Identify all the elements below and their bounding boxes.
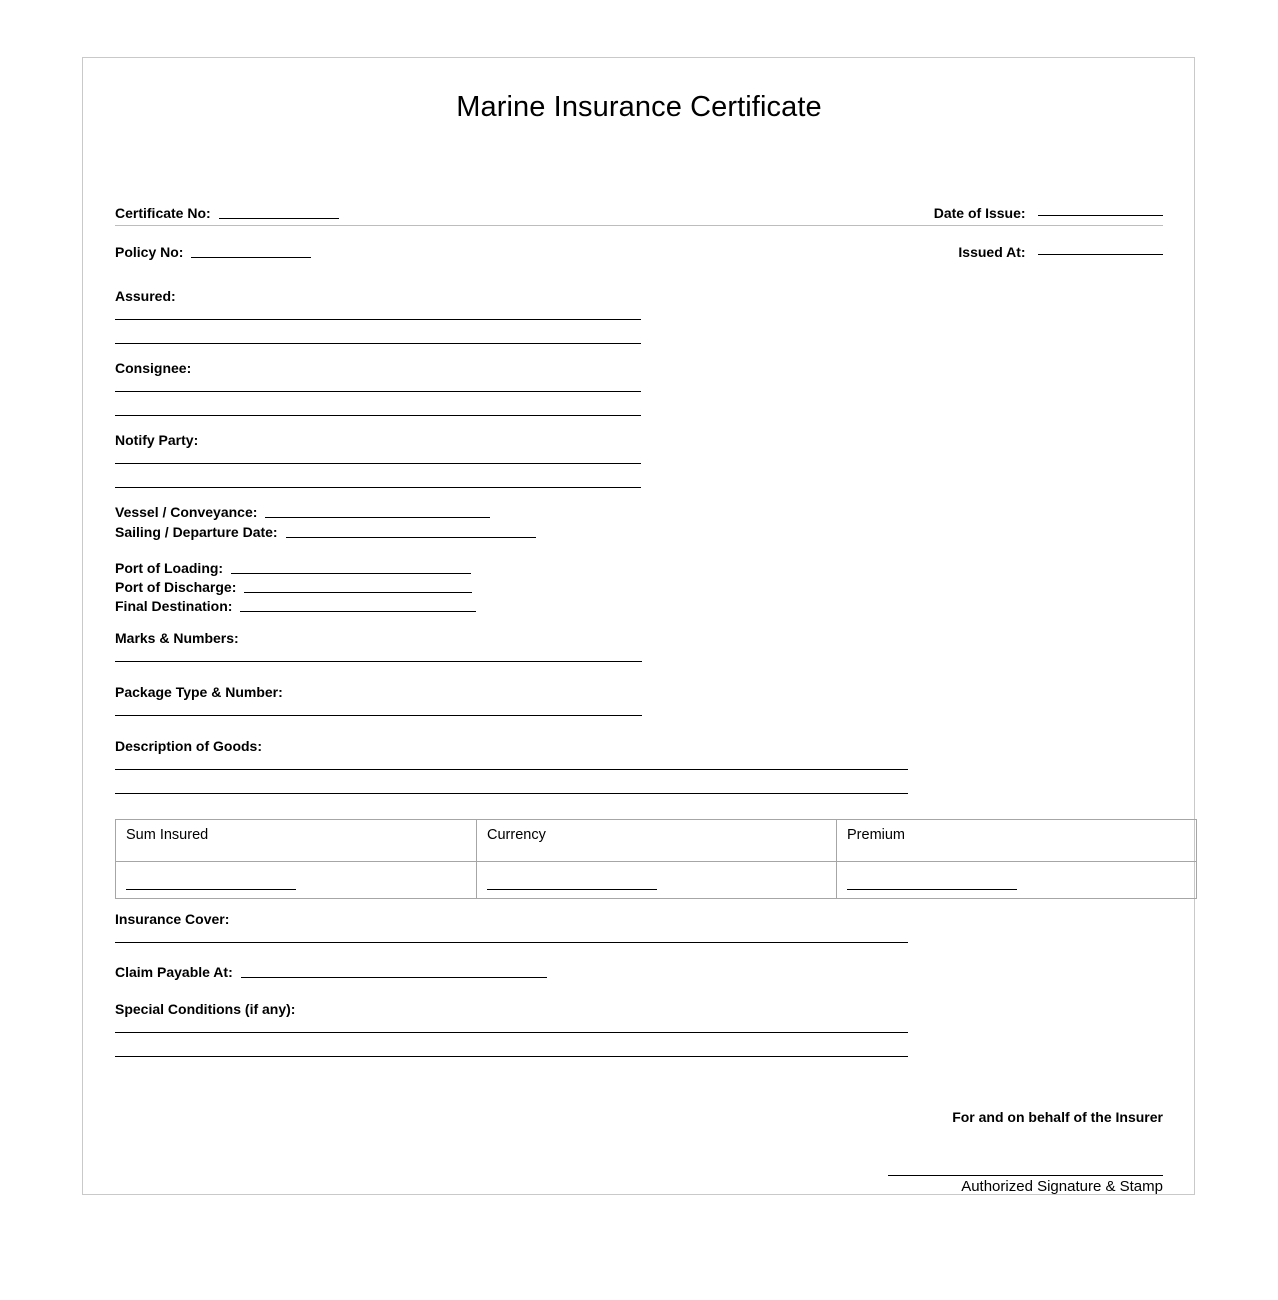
premium-input[interactable]: [847, 889, 1017, 890]
policy-no-label: Policy No:: [115, 244, 184, 260]
port-of-loading-input[interactable]: [231, 573, 471, 574]
column-header-premium: Premium: [837, 820, 1197, 862]
special-conditions-line-1[interactable]: [115, 1032, 908, 1033]
cell-sum-insured[interactable]: [116, 862, 477, 899]
consignee-line-2[interactable]: [115, 415, 641, 416]
final-destination-input[interactable]: [240, 611, 476, 612]
claim-payable-at-row: [115, 964, 547, 980]
currency-input[interactable]: [487, 889, 657, 890]
port-of-loading-label: Port of Loading:: [115, 560, 224, 576]
assured-line-1[interactable]: [115, 319, 641, 320]
marks-numbers-row: [115, 630, 239, 646]
assured-line-2[interactable]: [115, 343, 641, 344]
insured-amounts-table: [115, 819, 1197, 899]
header-divider: [115, 225, 1163, 226]
consignee-row: [115, 360, 191, 376]
certificate-no-label: Certificate No:: [115, 205, 211, 221]
special-conditions-row: [115, 1001, 295, 1017]
final-destination-row: [115, 598, 476, 614]
assured-label: Assured:: [115, 288, 176, 304]
consignee-line-1[interactable]: [115, 391, 641, 392]
certificate-content: [115, 58, 1163, 1194]
page-title: Marine Insurance Certificate: [456, 91, 822, 123]
port-of-loading-row: [115, 560, 471, 576]
table-row: [116, 862, 1197, 899]
special-conditions-line-2[interactable]: [115, 1056, 908, 1057]
issued-at-label: Issued At:: [958, 244, 1026, 260]
port-of-discharge-label: Port of Discharge:: [115, 579, 237, 595]
assured-row: [115, 288, 176, 304]
package-type-line[interactable]: [115, 715, 642, 716]
signature-caption: Authorized Signature & Stamp: [961, 1178, 1163, 1195]
vessel-label: Vessel / Conveyance:: [115, 504, 258, 520]
sum-insured-input[interactable]: [126, 889, 296, 890]
certificate-no-row: [115, 205, 339, 221]
date-of-issue-label: Date of Issue:: [933, 205, 1026, 221]
claim-payable-at-input[interactable]: [241, 977, 547, 978]
marks-numbers-line[interactable]: [115, 661, 642, 662]
certificate-no-input[interactable]: [219, 218, 339, 219]
package-type-row: [115, 684, 283, 700]
cell-premium[interactable]: [837, 862, 1197, 899]
vessel-row: [115, 504, 490, 520]
issued-at-input[interactable]: [1038, 254, 1163, 255]
insurance-cover-line[interactable]: [115, 942, 908, 943]
sailing-date-input[interactable]: [286, 537, 536, 538]
sailing-date-row: [115, 524, 536, 540]
on-behalf-of-insurer-label: For and on behalf of the Insurer: [952, 1109, 1163, 1125]
column-header-currency: Currency: [477, 820, 837, 862]
package-type-label: Package Type & Number:: [115, 684, 283, 700]
vessel-input[interactable]: [265, 517, 490, 518]
description-of-goods-line-1[interactable]: [115, 769, 908, 770]
notify-party-row: [115, 432, 198, 448]
description-of-goods-label: Description of Goods:: [115, 738, 262, 754]
notify-party-label: Notify Party:: [115, 432, 199, 448]
insurance-cover-row: [115, 911, 229, 927]
issued-at-row: [958, 244, 1163, 262]
port-of-discharge-input[interactable]: [244, 592, 472, 593]
insurance-cover-label: Insurance Cover:: [115, 911, 230, 927]
policy-no-row: [115, 244, 311, 260]
policy-no-input[interactable]: [191, 257, 311, 258]
port-of-discharge-row: [115, 579, 472, 595]
final-destination-label: Final Destination:: [115, 598, 233, 614]
notify-party-line-1[interactable]: [115, 463, 641, 464]
notify-party-line-2[interactable]: [115, 487, 641, 488]
sailing-date-label: Sailing / Departure Date:: [115, 524, 278, 540]
signature-line[interactable]: [888, 1175, 1163, 1176]
consignee-label: Consignee:: [115, 360, 192, 376]
cell-currency[interactable]: [477, 862, 837, 899]
column-header-sum-insured: Sum Insured: [116, 820, 477, 862]
description-of-goods-row: [115, 738, 262, 754]
marks-numbers-label: Marks & Numbers:: [115, 630, 239, 646]
claim-payable-at-label: Claim Payable At:: [115, 964, 233, 980]
special-conditions-label: Special Conditions (if any):: [115, 1001, 296, 1017]
certificate-page: [82, 57, 1195, 1195]
table-header-row: [116, 820, 1197, 862]
date-of-issue-row: [934, 205, 1163, 223]
description-of-goods-line-2[interactable]: [115, 793, 908, 794]
date-of-issue-input[interactable]: [1038, 215, 1163, 216]
